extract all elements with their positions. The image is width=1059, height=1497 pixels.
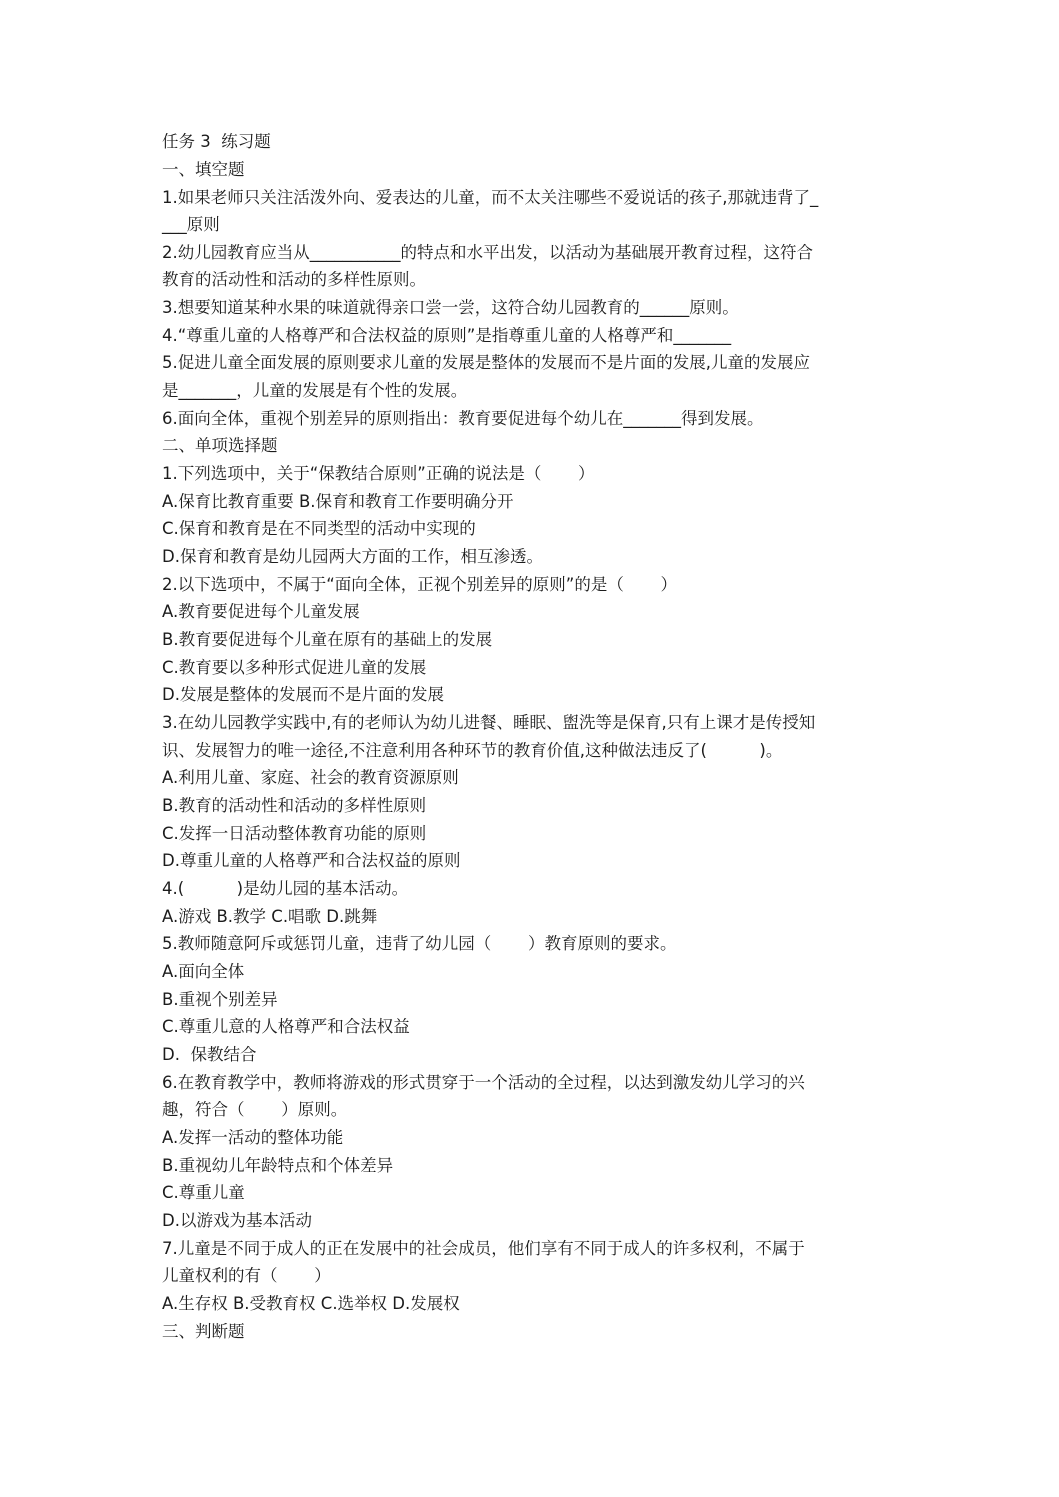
text-line: 是_______，儿童的发展是有个性的发展。 [162,381,468,400]
text-line: D.发展是整体的发展而不是片面的发展 [162,685,444,704]
text-line: 1.如果老师只关注活泼外向、爱表达的儿童，而不太关注哪些不爱说话的孩子,那就违背了_ [162,188,819,207]
text-line: 6.在教育教学中，教师将游戏的形式贯穿于一个活动的全过程，以达到激发幼儿学习的兴 [162,1073,805,1092]
section-heading-fill-blank: 一、填空题 [162,160,245,179]
text-line: 教育的活动性和活动的多样性原则。 [162,270,426,289]
text-line: A.生存权 B.受教育权 C.选举权 D.发展权 [162,1294,460,1313]
text-line: 趣，符合（ ）原则。 [162,1100,348,1119]
text-line: 5.教师随意阿斥或惩罚儿童，违背了幼儿园（ ）教育原则的要求。 [162,934,677,953]
text-line: 1.下列选项中，关于“保教结合原则”正确的说法是（ ） [162,464,595,483]
text-line: C.保育和教育是在不同类型的活动中实现的 [162,519,476,538]
text-line: C.尊重儿童 [162,1183,245,1202]
text-line: 儿童权利的有（ ） [162,1266,331,1285]
document-title: 任务 3 练习题 [162,132,271,151]
text-line: A.发挥一活动的整体功能 [162,1128,344,1147]
text-line: A.教育要促进每个儿童发展 [162,602,360,621]
text-line: D.以游戏为基本活动 [162,1211,312,1230]
text-line: B.教育的活动性和活动的多样性原则 [162,796,427,815]
text-line: A.面向全体 [162,962,245,981]
text-line: 4.“尊重儿童的人格尊严和合法权益的原则”是指尊重儿童的人格尊严和_______ [162,326,732,345]
text-line: B.教育要促进每个儿童在原有的基础上的发展 [162,630,493,649]
section-heading-true-false: 三、判断题 [162,1322,245,1341]
text-line: 6.面向全体，重视个别差异的原则指出：教育要促进每个幼儿在_______得到发展。 [162,409,764,428]
text-line: 4.( )是幼儿园的基本活动。 [162,879,409,898]
text-line: 识、发展智力的唯一途径,不注意利用各种环节的教育价值,这种做法违反了( )。 [162,741,783,760]
text-line: C.发挥一日活动整体教育功能的原则 [162,824,427,843]
text-line: B.重视个别差异 [162,990,278,1009]
text-line: C.教育要以多种形式促进儿童的发展 [162,658,427,677]
text-line: D. 保教结合 [162,1045,257,1064]
text-line: C.尊重儿意的人格尊严和合法权益 [162,1017,410,1036]
text-line: 2.幼儿园教育应当从___________的特点和水平出发，以活动为基础展开教育过程，这符合 [162,243,813,262]
text-line: A.游戏 B.教学 C.唱歌 D.跳舞 [162,907,378,926]
text-line: A.保育比教育重要 B.保育和教育工作要明确分开 [162,492,514,511]
text-line: ___原则 [162,215,220,234]
text-line: B.重视幼儿年龄特点和个体差异 [162,1156,394,1175]
text-line: 3.在幼儿园教学实践中,有的老师认为幼儿进餐、睡眠、盥洗等是保育,只有上课才是传授知 [162,713,816,732]
text-line: 7.儿童是不同于成人的正在发展中的社会成员，他们享有不同于成人的许多权利，不属于 [162,1239,805,1258]
text-line: D.尊重儿童的人格尊严和合法权益的原则 [162,851,461,870]
text-line: 5.促进儿童全面发展的原则要求儿童的发展是整体的发展而不是片面的发展,儿童的发展应 [162,353,810,372]
text-line: 3.想要知道某种水果的味道就得亲口尝一尝，这符合幼儿园教育的______原则。 [162,298,739,317]
text-line: A.利用儿童、家庭、社会的教育资源原则 [162,768,459,787]
text-line: D.保育和教育是幼儿园两大方面的工作，相互渗透。 [162,547,543,566]
section-heading-single-choice: 二、单项选择题 [162,436,278,455]
text-line: 2.以下选项中，不属于“面向全体，正视个别差异的原则”的是（ ） [162,575,678,594]
